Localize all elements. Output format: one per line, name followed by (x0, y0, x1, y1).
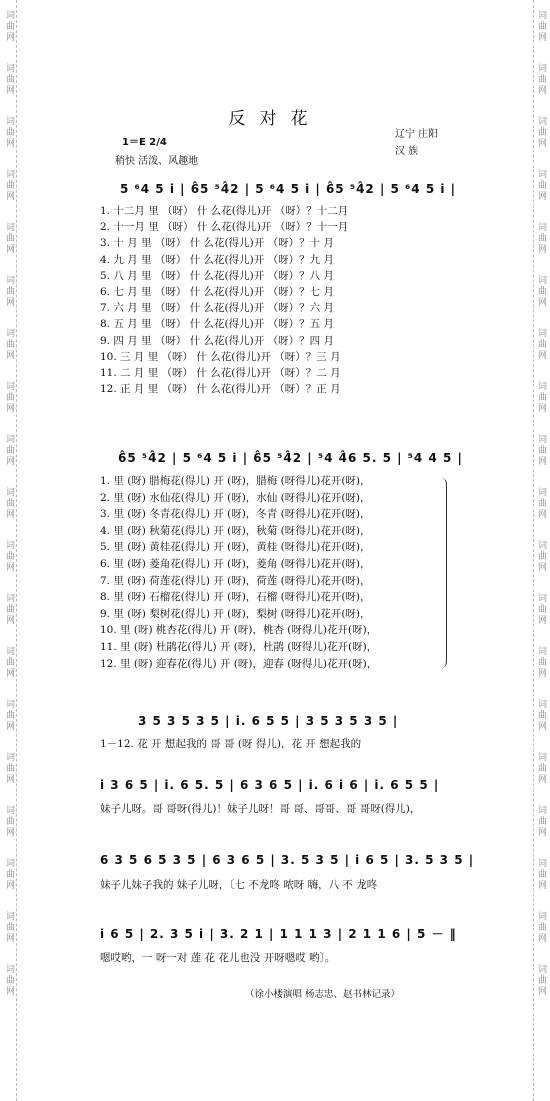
watermark: 词曲网 (4, 911, 14, 944)
watermark: 词曲网 (536, 275, 546, 308)
watermark: 词曲网 (536, 381, 546, 414)
watermark: 词曲网 (4, 858, 14, 891)
watermark-strip-left (2, 0, 17, 1101)
verse-block-1 (100, 203, 348, 397)
watermark-strip-right (533, 0, 548, 1101)
watermark: 词曲网 (536, 540, 546, 573)
credit-region: 辽宁 庄阳 (395, 129, 439, 140)
verse-line: 12. 里 (呀) 迎春花(得儿) 开 (呀)，迎春 (呀得儿)花开(呀)， (100, 657, 378, 670)
verse-line: 3. 十 月 里 （呀） 什 么花(得儿)开 （呀）？十 月 (100, 237, 334, 250)
tempo-marking: 稍快 活泼、风趣地 (115, 156, 199, 167)
notation-line-3: 3 5 3 5 3 5 | i. 6 5 5 | 3 5 3 5 3 5 | (138, 714, 399, 728)
verse-line: 4. 里 (呀) 秋菊花(得儿) 开 (呀)，秋菊 (呀得儿)花开(呀)， (100, 524, 371, 537)
verse-block-2 (100, 473, 377, 672)
verse-line: 2. 十一月 里 （呀） 什 么花(得儿)开 （呀）？十一月 (100, 221, 349, 234)
song-title: 反对花 (228, 109, 322, 129)
watermark: 词曲网 (4, 63, 14, 96)
verse-line: 5. 里 (呀) 黄桂花(得儿) 开 (呀)，黄桂 (呀得儿)花开(呀)， (100, 541, 371, 554)
notation-line-4: i 3 6 5 | i. 6 5. 5 | 6 3 6 5 | i. 6 i 6 | i. 6 5 5 | (100, 778, 440, 792)
credits (395, 126, 438, 160)
watermark: 词曲网 (536, 222, 546, 255)
watermark: 词曲网 (536, 911, 546, 944)
watermark: 词曲网 (536, 63, 546, 96)
watermark: 词曲网 (4, 699, 14, 732)
watermark: 词曲网 (536, 752, 546, 785)
verse-line: 4. 九 月 里 （呀） 什 么花(得儿)开 （呀）？九 月 (100, 253, 334, 266)
verse-line: 1. 里 (呀) 腊梅花(得儿) 开 (呀)，腊梅 (呀得儿)花开(呀)， (100, 475, 371, 487)
watermark: 词曲网 (4, 646, 14, 679)
watermark: 词曲网 (4, 805, 14, 838)
watermark: 词曲网 (4, 593, 14, 626)
watermark: 词曲网 (4, 275, 14, 308)
watermark: 词曲网 (536, 487, 546, 520)
watermark: 词曲网 (4, 752, 14, 785)
verse-line: 10. 三 月 里 （呀） 什 么花(得儿)开 （呀）？三 月 (100, 350, 341, 363)
watermark: 词曲网 (536, 328, 546, 361)
notation-line-6: i 6 5 | 2. 3 5 i | 3. 2 1 | 1 1 1 3 | 2 1 1 6 | 5 － ‖ (100, 927, 457, 941)
verse-line: 6. 里 (呀) 菱角花(得儿) 开 (呀)，菱角 (呀得儿)花开(呀)， (100, 557, 371, 570)
lyric-line-4: 妹子儿呀。哥 哥呀(得儿)！妹子儿呀！哥 哥、哥哥、哥 哥呀(得儿)， (100, 803, 421, 815)
watermark: 词曲网 (4, 964, 14, 997)
watermark: 词曲网 (536, 434, 546, 467)
watermark: 词曲网 (4, 381, 14, 414)
watermark: 词曲网 (536, 858, 546, 891)
lyric-line-3: 1－12. 花 开 想起我的 哥 哥 (呀 得儿)，花 开 想起我的 (100, 738, 362, 750)
verse-line: 9. 四 月 里 （呀） 什 么花(得儿)开 （呀）？四 月 (100, 334, 334, 347)
verse-line: 9. 里 (呀) 梨树花(得儿) 开 (呀)，梨树 (呀得儿)花开(呀)， (100, 607, 371, 620)
watermark: 词曲网 (4, 487, 14, 520)
notation-line-2: 6̂5 ⁵4̂2 | 5 ⁶4 5 i | 6̂5 ⁵4̂2 | ⁵4 4̂6 5. 5 | ⁵4 4 5 | (118, 451, 463, 465)
performer-credit: （徐小楼演唱 杨志忠、赵书林记录） (245, 989, 401, 1000)
watermark: 词曲网 (4, 10, 14, 43)
watermark: 词曲网 (4, 434, 14, 467)
watermark: 词曲网 (4, 116, 14, 149)
verse-line: 11. 二 月 里 （呀） 什 么花(得儿)开 （呀）？二 月 (100, 366, 341, 379)
credit-ethnicity: 汉 族 (395, 146, 419, 157)
verse-line: 3. 里 (呀) 冬青花(得儿) 开 (呀)，冬青 (呀得儿)花开(呀)， (100, 508, 371, 521)
watermark: 词曲网 (536, 116, 546, 149)
watermark: 词曲网 (4, 328, 14, 361)
repeat-bracket (440, 478, 447, 668)
verse-line: 6. 七 月 里 （呀） 什 么花(得儿)开 （呀）？七 月 (100, 285, 334, 298)
watermark: 词曲网 (536, 964, 546, 997)
key-signature: 1＝E 2/4 (122, 137, 167, 148)
watermark: 词曲网 (536, 593, 546, 626)
verse-line: 10. 里 (呀) 桃杏花(得儿) 开 (呀)，桃杏 (呀得儿)花开(呀)， (100, 624, 378, 637)
watermark: 词曲网 (4, 540, 14, 573)
verse-line: 5. 八 月 里 （呀） 什 么花(得儿)开 （呀）？八 月 (100, 269, 334, 282)
notation-line-5: 6 3 5 6 5 3 5 | 6 3 6 5 | 3. 5 3 5 | i 6 5 | 3. 5 3 5 | (100, 853, 475, 867)
verse-line: 7. 六 月 里 （呀） 什 么花(得儿)开 （呀）？六 月 (100, 302, 334, 315)
notation-line-1: 5 ⁶4 5 i | 6̂5 ⁵4̂2 | 5 ⁶4 5 i | 6̂5 ⁵4̂2 | 5 ⁶4 5 i | (120, 182, 457, 196)
watermark: 词曲网 (536, 699, 546, 732)
watermark: 词曲网 (4, 169, 14, 202)
verse-line: 12. 正 月 里 （呀） 什 么花(得儿)开 （呀）？正 月 (100, 383, 341, 396)
verse-line: 11. 里 (呀) 杜鹃花(得儿) 开 (呀)，杜鹃 (呀得儿)花开(呀)， (100, 640, 378, 653)
watermark: 词曲网 (4, 222, 14, 255)
lyric-line-6: 嗯哎哟，一 呀一对 莲 花 花儿也没 开呀嗯哎 哟〕。 (100, 952, 336, 964)
watermark: 词曲网 (536, 805, 546, 838)
watermark: 词曲网 (536, 169, 546, 202)
lyric-line-5: 妹子儿妹子我的 妹子儿呀，〔七 不龙咚 哝呀 嗨，八 不 龙咚 (100, 879, 378, 891)
watermark: 词曲网 (536, 646, 546, 679)
verse-line: 8. 里 (呀) 石榴花(得儿) 开 (呀)，石榴 (呀得儿)花开(呀)， (100, 591, 371, 604)
verse-line: 2. 里 (呀) 水仙花(得儿) 开 (呀)，水仙 (呀得儿)花开(呀)， (100, 491, 371, 504)
verse-line: 7. 里 (呀) 荷莲花(得儿) 开 (呀)，荷莲 (呀得儿)花开(呀)， (100, 574, 371, 587)
watermark: 词曲网 (536, 10, 546, 43)
verse-line: 8. 五 月 里 （呀） 什 么花(得儿)开 （呀）？五 月 (100, 318, 334, 331)
verse-line: 1. 十二月 里 （呀） 什 么花(得儿)开 （呀）？十二月 (100, 205, 349, 217)
